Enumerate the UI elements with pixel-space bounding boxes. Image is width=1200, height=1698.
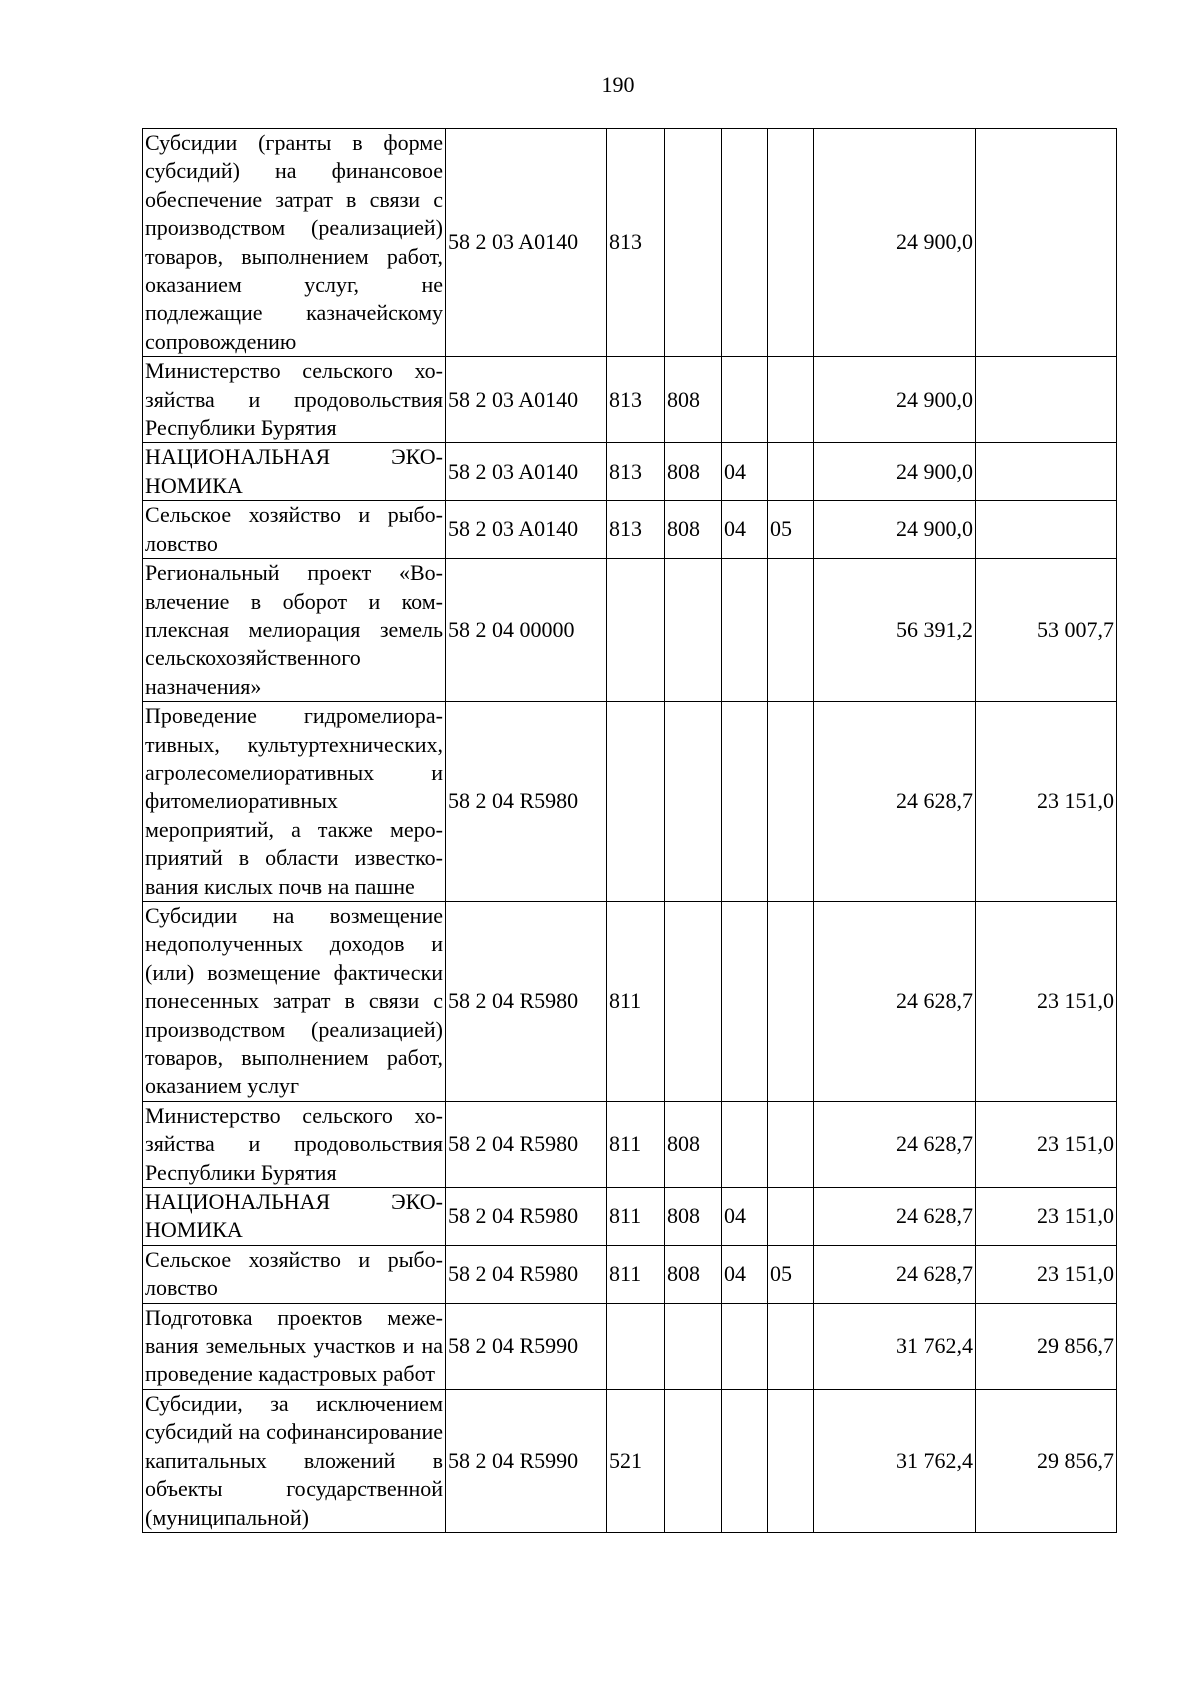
subsection-code-cell: 05 <box>768 501 814 559</box>
administrator-code-cell <box>665 901 722 1101</box>
expense-type-code-cell: 811 <box>607 901 665 1101</box>
section-code-cell: 04 <box>722 501 768 559</box>
item-name-cell: НАЦИОНАЛЬНАЯ ЭКОНОМИКА <box>143 1188 446 1246</box>
table-row <box>143 901 1117 1101</box>
item-name-cell: Субсидии (гранты в форме субсидий) на финансовое обеспечение затрат в связи с производством (реализацией) товаров, выполнением работ, оказанием услуг, не подлежащие казначейскому сопровождению <box>143 129 446 357</box>
item-name-cell: Субсидии на возмещение недополученных доходов и (или) возмещение фактически понесенных затрат в связи с производством (реализацией) товаров, выполнением работ, оказанием услуг <box>143 901 446 1101</box>
page-number: 190 <box>601 72 635 97</box>
table-row <box>143 1303 1117 1389</box>
expense-type-code-cell: 813 <box>607 443 665 501</box>
subsection-code-cell <box>768 443 814 501</box>
target-article-code-cell: 58 2 04 R5980 <box>446 1245 607 1303</box>
section-code-cell <box>722 559 768 702</box>
target-article-code-cell: 58 2 04 00000 <box>446 559 607 702</box>
administrator-code-cell: 808 <box>665 501 722 559</box>
subsection-code-cell <box>768 357 814 443</box>
section-code-cell <box>722 901 768 1101</box>
subsection-code-cell <box>768 129 814 357</box>
budget-table <box>142 128 1117 1533</box>
amount-year-1-cell: 24 628,7 <box>814 1188 976 1246</box>
expense-type-code-cell: 811 <box>607 1101 665 1187</box>
amount-year-1-cell: 31 762,4 <box>814 1389 976 1532</box>
amount-year-1-cell: 24 628,7 <box>814 901 976 1101</box>
subsection-code-cell <box>768 1188 814 1246</box>
target-article-code-cell: 58 2 04 R5980 <box>446 702 607 902</box>
subsection-code-cell <box>768 1101 814 1187</box>
amount-year-1-cell: 24 900,0 <box>814 501 976 559</box>
amount-year-1-cell: 31 762,4 <box>814 1303 976 1389</box>
section-code-cell <box>722 1389 768 1532</box>
amount-year-1-cell: 24 900,0 <box>814 129 976 357</box>
amount-year-2-cell: 23 151,0 <box>976 1101 1117 1187</box>
target-article-code-cell: 58 2 04 R5980 <box>446 1101 607 1187</box>
section-code-cell <box>722 1303 768 1389</box>
target-article-code-cell: 58 2 04 R5990 <box>446 1303 607 1389</box>
amount-year-2-cell: 29 856,7 <box>976 1303 1117 1389</box>
item-name-cell: Субсидии, за исключением субсидий на софинансирование капитальных вложений в объекты государственной (муниципальной) <box>143 1389 446 1532</box>
item-name-cell: Сельское хозяйство и рыболовство <box>143 1245 446 1303</box>
table-row <box>143 357 1117 443</box>
administrator-code-cell: 808 <box>665 357 722 443</box>
item-name-cell: Подготовка проектов межевания земельных участков и на проведение кадастровых работ <box>143 1303 446 1389</box>
item-name-cell: Министерство сельского хозяйства и продовольствия Республики Бурятия <box>143 357 446 443</box>
amount-year-1-cell: 24 628,7 <box>814 1101 976 1187</box>
expense-type-code-cell: 521 <box>607 1389 665 1532</box>
target-article-code-cell: 58 2 03 A0140 <box>446 129 607 357</box>
section-code-cell: 04 <box>722 443 768 501</box>
administrator-code-cell <box>665 1389 722 1532</box>
item-name-cell: Проведение гидромелиоративных, культуртехнических, агролесомелиоративных и фитомелиоративных мероприятий, а также мероприятий в области известкования кислых почв на пашне <box>143 702 446 902</box>
item-name-cell: Министерство сельского хозяйства и продовольствия Республики Бурятия <box>143 1101 446 1187</box>
expense-type-code-cell: 813 <box>607 129 665 357</box>
section-code-cell <box>722 357 768 443</box>
table-row <box>143 1188 1117 1246</box>
amount-year-2-cell <box>976 501 1117 559</box>
subsection-code-cell: 05 <box>768 1245 814 1303</box>
expense-type-code-cell <box>607 1303 665 1389</box>
item-name-cell: Сельское хозяйство и рыболовство <box>143 501 446 559</box>
section-code-cell <box>722 702 768 902</box>
table-row <box>143 1389 1117 1532</box>
expense-type-code-cell: 811 <box>607 1245 665 1303</box>
subsection-code-cell <box>768 1303 814 1389</box>
administrator-code-cell: 808 <box>665 443 722 501</box>
table-body <box>143 129 1117 1533</box>
expense-type-code-cell: 813 <box>607 501 665 559</box>
target-article-code-cell: 58 2 03 A0140 <box>446 501 607 559</box>
administrator-code-cell: 808 <box>665 1245 722 1303</box>
target-article-code-cell: 58 2 04 R5980 <box>446 1188 607 1246</box>
amount-year-2-cell <box>976 129 1117 357</box>
amount-year-1-cell: 56 391,2 <box>814 559 976 702</box>
amount-year-1-cell: 24 900,0 <box>814 443 976 501</box>
subsection-code-cell <box>768 1389 814 1532</box>
section-code-cell: 04 <box>722 1188 768 1246</box>
target-article-code-cell: 58 2 04 R5990 <box>446 1389 607 1532</box>
administrator-code-cell <box>665 702 722 902</box>
expense-type-code-cell <box>607 559 665 702</box>
item-name-cell: Региональный проект «Вовлечение в оборот и комплексная мелиорация земель сельскохозяйственного назначения» <box>143 559 446 702</box>
amount-year-2-cell: 23 151,0 <box>976 901 1117 1101</box>
amount-year-2-cell: 23 151,0 <box>976 1188 1117 1246</box>
amount-year-2-cell: 23 151,0 <box>976 1245 1117 1303</box>
item-name-cell: НАЦИОНАЛЬНАЯ ЭКОНОМИКА <box>143 443 446 501</box>
table-row <box>143 1101 1117 1187</box>
table-row <box>143 559 1117 702</box>
target-article-code-cell: 58 2 03 A0140 <box>446 443 607 501</box>
administrator-code-cell: 808 <box>665 1101 722 1187</box>
amount-year-2-cell: 29 856,7 <box>976 1389 1117 1532</box>
section-code-cell <box>722 129 768 357</box>
amount-year-2-cell: 23 151,0 <box>976 702 1117 902</box>
expense-type-code-cell: 811 <box>607 1188 665 1246</box>
subsection-code-cell <box>768 702 814 902</box>
administrator-code-cell: 808 <box>665 1188 722 1246</box>
table-row <box>143 1245 1117 1303</box>
table-row <box>143 443 1117 501</box>
subsection-code-cell <box>768 901 814 1101</box>
administrator-code-cell <box>665 1303 722 1389</box>
amount-year-2-cell: 53 007,7 <box>976 559 1117 702</box>
table-row <box>143 702 1117 902</box>
amount-year-1-cell: 24 628,7 <box>814 1245 976 1303</box>
expense-type-code-cell <box>607 702 665 902</box>
table-row <box>143 501 1117 559</box>
administrator-code-cell <box>665 559 722 702</box>
target-article-code-cell: 58 2 04 R5980 <box>446 901 607 1101</box>
subsection-code-cell <box>768 559 814 702</box>
amount-year-2-cell <box>976 357 1117 443</box>
section-code-cell <box>722 1101 768 1187</box>
table-row <box>143 129 1117 357</box>
section-code-cell: 04 <box>722 1245 768 1303</box>
administrator-code-cell <box>665 129 722 357</box>
amount-year-2-cell <box>976 443 1117 501</box>
amount-year-1-cell: 24 628,7 <box>814 702 976 902</box>
target-article-code-cell: 58 2 03 A0140 <box>446 357 607 443</box>
expense-type-code-cell: 813 <box>607 357 665 443</box>
amount-year-1-cell: 24 900,0 <box>814 357 976 443</box>
